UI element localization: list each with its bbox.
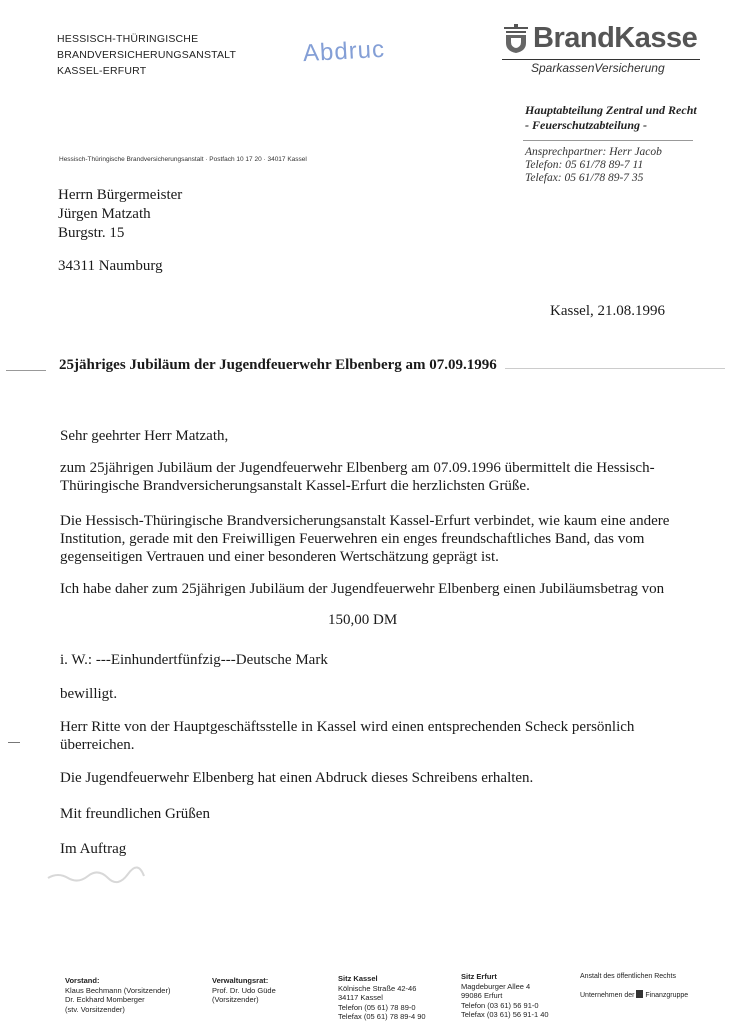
footer-line: Klaus Bechmann (Vorsitzender) <box>65 985 171 995</box>
sender-line: BRANDVERSICHERUNGSANSTALT <box>57 49 237 61</box>
footer-heading: Vorstand: <box>65 976 100 985</box>
footer-line: Finanzgruppe <box>645 991 689 999</box>
footer-line: Prof. Dr. Udo Güde <box>212 985 276 995</box>
sender-line: HESSISCH-THÜRINGISCHE <box>57 33 199 45</box>
department-line: Hauptabteilung Zentral und Recht <box>525 103 697 117</box>
footer-line: Telefon (05 61) 78 89-0 <box>338 1002 416 1012</box>
closing: Mit freundlichen Grüßen <box>60 806 210 822</box>
sender-block <box>57 31 236 79</box>
footer-heading: Sitz Erfurt <box>461 972 497 981</box>
department-block <box>525 103 697 133</box>
footer-kassel <box>338 974 426 1022</box>
footer-line: Magdeburger Allee 4 <box>461 981 531 991</box>
amount: 150,00 DM <box>328 612 398 628</box>
footer-line: 34117 Kassel <box>338 993 383 1002</box>
crest-icon <box>502 24 530 54</box>
recipient-line: Herrn Bürgermeister <box>58 187 183 203</box>
footer-heading: Verwaltungsrat: <box>212 976 269 985</box>
footer-line: Telefax (03 61) 56 91-1 40 <box>461 1010 549 1019</box>
salutation: Sehr geehrter Herr Matzath, <box>60 428 229 444</box>
paragraph-line: überreichen. <box>60 737 135 753</box>
paragraph-line: zum 25jährigen Jubiläum der Jugendfeuerwehr Elbenberg am 07.09.1996 übermittelt die Hessisch- <box>60 460 655 476</box>
footer-line: Telefax (05 61) 78 89-4 90 <box>338 1012 426 1021</box>
contact-fax: Telefax: 05 61/78 89-7 35 <box>525 172 644 184</box>
contact-block <box>525 146 662 185</box>
footer-board <box>65 976 170 1014</box>
recipient-block <box>58 186 182 276</box>
footer-line: Unternehmen der <box>580 991 635 999</box>
paragraph-4 <box>60 718 670 754</box>
footer-line: (stv. Vorsitzender) <box>65 1004 125 1014</box>
letter-subject: 25jähriges Jubiläum der Jugendfeuerwehr Elbenberg am 07.09.1996 <box>59 357 497 373</box>
on-behalf: Im Auftrag <box>60 841 127 857</box>
paragraph-line: Institution, gerade mit den Freiwilligen Feuerwehren ein enges freundschaftliches Band, das vom <box>60 531 645 547</box>
sparkasse-s-icon <box>636 990 643 998</box>
recipient-city: 34311 Naumburg <box>58 258 163 274</box>
footer-line: Dr. Eckhard Momberger <box>65 995 145 1004</box>
footer-heading: Sitz Kassel <box>338 974 378 983</box>
footer-line: Kölnische Straße 42-46 <box>338 983 417 993</box>
footer-line: Anstalt des öffentlichen Rechts <box>580 973 676 980</box>
copy-stamp: Abdruc <box>302 35 386 68</box>
approved-text: bewilligt. <box>60 686 118 702</box>
paragraph-5: Die Jugendfeuerwehr Elbenberg hat einen Abdruck dieses Schreibens erhalten. <box>60 770 534 786</box>
department-line: - Feuerschutzabteilung - <box>525 118 648 132</box>
punch-mark <box>8 742 20 743</box>
return-address: Hessisch-Thüringische Brandversicherungsanstalt · Postfach 10 17 20 · 34017 Kassel <box>59 156 307 163</box>
contact-phone: Telefon: 05 61/78 89-7 11 <box>525 159 644 171</box>
paragraph-line: Herr Ritte von der Hauptgeschäftsstelle in Kassel wird einen entsprechenden Scheck persönlich <box>60 719 635 735</box>
recipient-line: Jürgen Matzath <box>58 206 151 222</box>
fold-mark <box>6 370 46 371</box>
subject-rule <box>505 368 725 369</box>
logo-tagline: SparkassenVersicherung <box>531 61 665 75</box>
logo-brand-text: BrandKasse <box>533 22 698 54</box>
signature-smudge <box>46 862 146 884</box>
letter-date: Kassel, 21.08.1996 <box>550 303 665 319</box>
footer-council <box>212 976 276 1005</box>
footer-line: 99086 Erfurt <box>461 991 503 1000</box>
paragraph-2 <box>60 512 670 566</box>
logo-divider <box>502 59 700 60</box>
footer-group-line <box>580 990 688 1001</box>
footer-erfurt <box>461 972 549 1020</box>
footer-line: (Vorsitzender) <box>212 995 259 1004</box>
paragraph-line: Die Hessisch-Thüringische Brandversicherungsanstalt Kassel-Erfurt verbindet, wie kaum eine andere <box>60 513 670 529</box>
contact-divider <box>523 140 693 141</box>
paragraph-line: Thüringische Brandversicherungsanstalt Kassel-Erfurt die herzlichsten Grüße. <box>60 478 530 494</box>
recipient-line: Burgstr. 15 <box>58 225 125 241</box>
amount-in-words: i. W.: ---Einhundertfünfzig---Deutsche Mark <box>60 652 328 668</box>
sender-line: KASSEL-ERFURT <box>57 65 147 77</box>
paragraph-1 <box>60 459 670 495</box>
footer-line: Telefon (03 61) 56 91-0 <box>461 1000 539 1010</box>
footer-legal <box>580 972 688 1000</box>
contact-partner: Ansprechpartner: Herr Jacob <box>525 146 662 158</box>
paragraph-3: Ich habe daher zum 25jährigen Jubiläum der Jugendfeuerwehr Elbenberg einen Jubiläumsbetrag von <box>60 581 665 597</box>
paragraph-line: gegenseitigen Vertrauen und einer besonderen Wertschätzung geprägt ist. <box>60 549 499 565</box>
